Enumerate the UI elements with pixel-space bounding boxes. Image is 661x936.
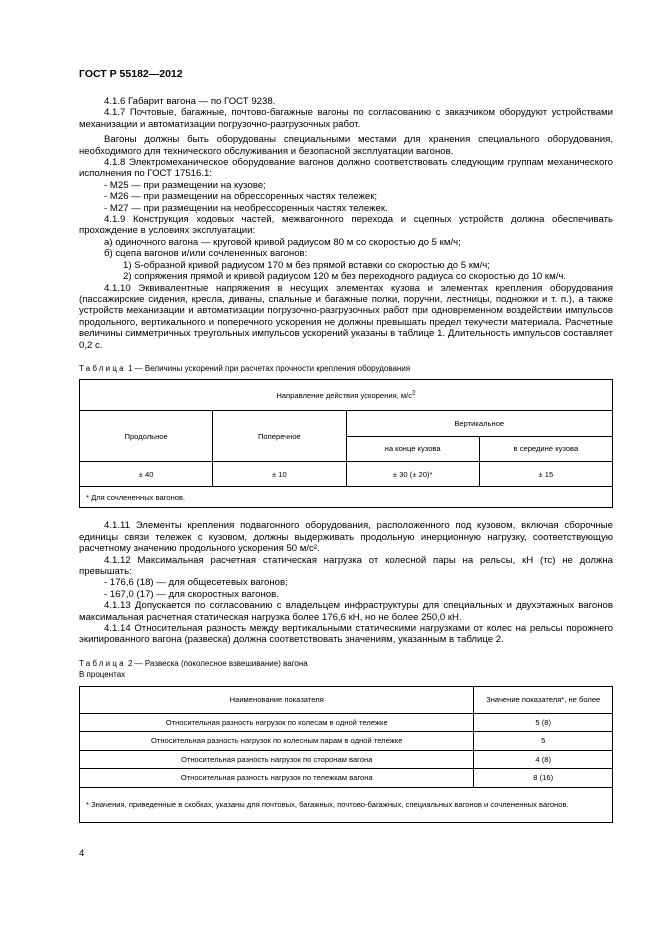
table2-row-value: 8 (16) [474, 769, 613, 788]
paragraph: 4.1.10 Эквивалентные напряжения в несущих элементах кузова и элементах крепления оборудования (пассажирские сидения, кресла, диваны, спальные и багажные полки, поручни, лестницы, подножки и т. п.), а также устройств механизации и автоматизации погрузочно-разгрузочных работ при одновременном воздействии импульсов продольного, вертикального и поперечного ускорения не должны превышать предел текучести материала. Расчетные величины симметричных треугольных импульсов ускорений указаны в таблице 1. Длительность импульсов составляет 0,2 с. [79, 282, 613, 351]
table2-row-value: 4 (8) [474, 750, 613, 769]
paragraph: 4.1.7 Почтовые, багажные, почтово-багажные вагоны по согласованию с заказчиком оборудуют устройствами механизации и автоматизации погрузочно-разгрузочных работ. [79, 107, 613, 130]
paragraph: - М27 — при размещении на необрессоренных частях тележек. [104, 202, 388, 214]
table1-cell: ± 30 (± 20)* [346, 462, 479, 487]
table2-row-value: 5 (8) [474, 713, 613, 732]
table-row [80, 732, 613, 751]
section-paragraphs-1 [79, 96, 613, 351]
paragraph: 4.1.11 Элементы крепления подвагонного оборудования, расположенного под кузовом, включая сборочные единицы связи тележек с кузовом, должны выдерживать продольную инерционную нагрузку, соответствующую расчетному значению продольного ускорения 50 м/с². [79, 520, 613, 555]
table2-note: * Значения, приведенные в скобках, указаны для почтовых, багажных, почтово-багажных, специальных вагонов и сочлененных вагонов. [80, 787, 613, 822]
document-header: ГОСТ Р 55182—2012 [79, 68, 183, 80]
table1 [79, 379, 613, 508]
table2-row-name: Относительная разность нагрузок по тележкам вагона [80, 769, 474, 788]
table1-col-trans: Поперечное [213, 411, 346, 462]
table1-head-main: Направление действия ускорения, $м/с^2$ [80, 380, 613, 411]
table-row [80, 750, 613, 769]
paragraph: б) сцепа вагонов и/или сочлененных вагонов: [104, 248, 308, 260]
table1-cell: ± 40 [80, 462, 213, 487]
table2-caption: Таблица 2 — Развеска (поколесное взвешивание) вагона [79, 658, 308, 668]
table2-row-name: Относительная разность нагрузок по колесам в одной тележке [80, 713, 474, 732]
table2-row-value: 5 [474, 732, 613, 751]
paragraph: - 176,6 (18) — для общесетевых вагонов; [104, 577, 288, 589]
table2-head-value: Значение показателя*, не более [474, 686, 613, 713]
section-paragraphs-2 [79, 520, 613, 645]
paragraph: 4.1.8 Электромеханическое оборудование вагонов должно соответствовать следующим группам механического исполнения по ГОСТ 17516.1: [79, 157, 613, 180]
table2-row-name: Относительная разность нагрузок по колесным парам в одной тележке [80, 732, 474, 751]
table-row [80, 462, 613, 487]
table1-cell: ± 15 [479, 462, 612, 487]
page-number: 4 [79, 848, 85, 859]
table1-cell: ± 10 [213, 462, 346, 487]
paragraph: Вагоны должны быть оборудованы специальными местами для хранения специального оборудования, необходимого для технического обслуживания и безопасной эксплуатации вагонов. [79, 134, 613, 157]
table1-caption: Таблица 1 — Величины ускорений при расчетах прочности крепления оборудования [79, 363, 411, 373]
paragraph: - М26 — при размещении на обрессоренных частях тележек; [104, 191, 378, 203]
document-body [79, 96, 613, 823]
table2 [79, 686, 613, 823]
paragraph: 4.1.9 Конструкция ходовых частей, межвагонного перехода и сцепных устройств должна обеспечивать прохождение в условиях эксплуатации: [79, 214, 613, 237]
table1-col-long: Продольное [80, 411, 213, 462]
paragraph: - М25 — при размещении на кузове; [104, 179, 266, 191]
paragraph: 4.1.6 Габарит вагона — по ГОСТ 9238. [104, 96, 276, 107]
paragraph: 4.1.13 Допускается по согласованию с владельцем инфраструктуры для специальных и двухэтажных вагонов максимальная расчетная статическая нагрузка более 176,6 кН, но не более 250,0 кН. [79, 600, 613, 623]
table-row [80, 713, 613, 732]
table2-head-name: Наименование показателя [80, 686, 474, 713]
paragraph: 4.1.12 Максимальная расчетная статическая нагрузка от колесной пары на рельсы, кН (тс) не должна превышать: [79, 554, 613, 577]
table2-unit: В процентах [79, 670, 126, 680]
paragraph: 1) S-образной кривой радиусом 170 м без прямой вставки со скоростью до 5 км/ч; [123, 259, 490, 271]
table1-col-vert-end: на конце кузова [346, 436, 479, 462]
table2-row-name: Относительная разность нагрузок по сторонам вагона [80, 750, 474, 769]
paragraph: 2) сопряжения прямой и кривой радиусом 120 м без переходного радиуса со скоростью до 10 км/ч. [123, 271, 567, 283]
table1-col-vert-mid: в середине кузова [479, 436, 612, 462]
table-row [80, 769, 613, 788]
paragraph: 4.1.14 Относительная разность между вертикальными статическими нагрузками от колес на рельсы порожнего экипированного вагона (развеска) должна соответствовать значениям, указанным в таблице 2. [79, 623, 613, 646]
table1-note: * Для сочлененных вагонов. [80, 487, 613, 508]
paragraph: - 167,0 (17) — для скоростных вагонов. [104, 588, 279, 600]
table1-col-vert: Вертикальное [346, 411, 613, 437]
paragraph: а) одиночного вагона — круговой кривой радиусом 80 м со скоростью до 5 км/ч; [104, 236, 461, 248]
